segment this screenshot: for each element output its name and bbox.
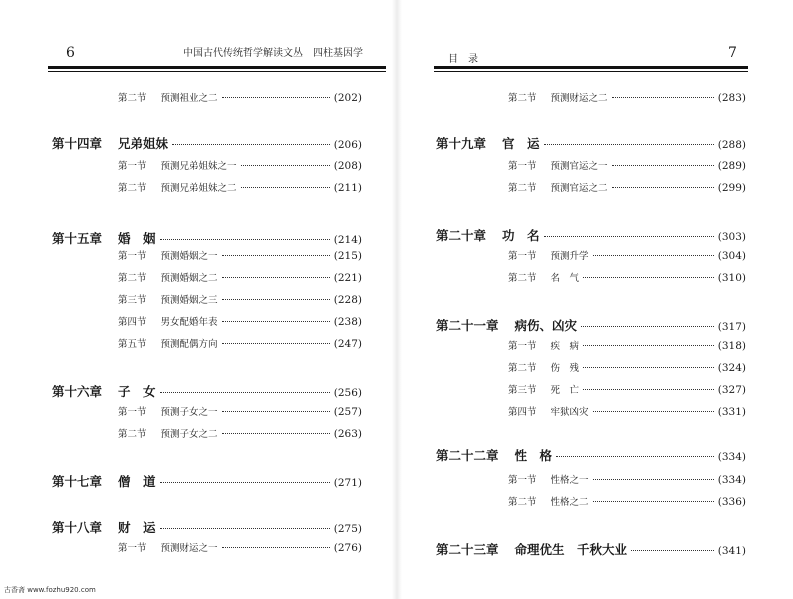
header-rule-thick xyxy=(434,66,748,69)
section-number: 第二节 xyxy=(508,497,537,508)
toc-section-entry xyxy=(118,158,362,172)
dot-leader xyxy=(544,144,714,145)
dot-leader xyxy=(222,255,330,256)
dot-leader xyxy=(593,501,714,502)
dot-leader xyxy=(222,277,330,278)
dot-leader xyxy=(222,343,330,344)
page-ref: (214) xyxy=(333,234,362,246)
section-number: 第一节 xyxy=(118,407,147,418)
page-ref: (303) xyxy=(717,231,746,243)
dot-leader xyxy=(222,299,330,300)
page-ref: (247) xyxy=(333,338,362,350)
dot-leader xyxy=(160,392,330,393)
section-title: 性格之一 xyxy=(550,475,589,486)
dot-leader xyxy=(612,187,714,188)
header-rule-thin xyxy=(434,71,748,72)
section-number: 第三节 xyxy=(118,295,147,306)
chapter-title: 婚 姻 xyxy=(118,231,156,246)
chapter-title: 子 女 xyxy=(118,384,156,399)
chapter-number: 第二十二章 xyxy=(436,448,499,463)
page-ref: (276) xyxy=(333,542,362,554)
toc-section-entry xyxy=(118,90,362,104)
header-rule-thin xyxy=(48,71,386,72)
dot-leader xyxy=(583,367,714,368)
page-ref: (211) xyxy=(333,182,362,194)
section-number: 第四节 xyxy=(118,317,147,328)
chapter-number: 第十九章 xyxy=(436,136,487,151)
section-number: 第二节 xyxy=(118,429,147,440)
page-ref: (257) xyxy=(333,406,362,418)
chapter-number: 第十八章 xyxy=(52,520,103,535)
header-rule-thick xyxy=(48,66,386,69)
toc-chapter-entry xyxy=(52,382,362,400)
toc-section-entry xyxy=(508,248,746,262)
toc-section-entry xyxy=(508,90,746,104)
section-title: 预测婚姻之三 xyxy=(160,295,218,306)
section-title: 死 亡 xyxy=(550,385,580,396)
toc-section-entry xyxy=(118,540,362,554)
page-ref: (299) xyxy=(717,182,746,194)
toc-section-entry xyxy=(118,426,362,440)
dot-leader xyxy=(172,144,330,145)
page-ref: (289) xyxy=(717,160,746,172)
dot-leader xyxy=(612,165,714,166)
dot-leader xyxy=(222,411,330,412)
chapter-number: 第二十一章 xyxy=(436,318,499,333)
page-ref: (206) xyxy=(333,139,362,151)
page-ref: (324) xyxy=(717,362,746,374)
section-title: 预测婚姻之二 xyxy=(160,273,218,284)
page-ref: (221) xyxy=(333,272,362,284)
chapter-number: 第二十章 xyxy=(436,228,487,243)
section-title: 预测官运之二 xyxy=(550,183,608,194)
section-number: 第二节 xyxy=(508,183,537,194)
toc-section-entry xyxy=(118,314,362,328)
dot-leader xyxy=(593,479,714,480)
toc-section-entry xyxy=(118,180,362,194)
page-ref: (202) xyxy=(333,92,362,104)
chapter-title: 僧 道 xyxy=(118,474,156,489)
chapter-number: 第十四章 xyxy=(52,136,103,151)
toc-section-entry xyxy=(118,248,362,262)
page-ref: (275) xyxy=(333,523,362,535)
toc-chapter-entry xyxy=(436,540,746,558)
dot-leader xyxy=(222,97,330,98)
section-title: 预测官运之一 xyxy=(550,161,608,172)
section-number: 第二节 xyxy=(508,363,537,374)
section-title: 预测子女之一 xyxy=(160,407,218,418)
section-title: 预测子女之二 xyxy=(160,429,218,440)
page-number: 7 xyxy=(728,45,737,61)
page-ref: (317) xyxy=(717,321,746,333)
page-ref: (336) xyxy=(717,496,746,508)
page-ref: (283) xyxy=(717,92,746,104)
dot-leader xyxy=(160,482,330,483)
toc-chapter-entry xyxy=(436,446,746,464)
toc-chapter-entry xyxy=(52,472,362,490)
section-title: 疾 病 xyxy=(550,341,580,352)
toc-section-entry xyxy=(118,292,362,306)
section-title: 预测兄弟姐妹之二 xyxy=(160,183,237,194)
dot-leader xyxy=(544,236,714,237)
toc-chapter-entry xyxy=(52,229,362,247)
toc-section-entry xyxy=(508,338,746,352)
page-ref: (310) xyxy=(717,272,746,284)
section-number: 第一节 xyxy=(118,543,147,554)
section-number: 第五节 xyxy=(118,339,147,350)
dot-leader xyxy=(583,389,714,390)
toc-section-entry xyxy=(508,360,746,374)
section-number: 第一节 xyxy=(508,341,537,352)
toc-section-entry xyxy=(118,270,362,284)
toc-chapter-entry xyxy=(436,134,746,152)
footer-watermark: 古香斋 www.fozhu920.com xyxy=(4,586,96,594)
chapter-title: 兄弟姐妹 xyxy=(118,136,169,151)
dot-leader xyxy=(631,550,714,551)
section-number: 第一节 xyxy=(508,475,537,486)
dot-leader xyxy=(612,97,714,98)
section-number: 第四节 xyxy=(508,407,537,418)
page-ref: (334) xyxy=(717,451,746,463)
right-page xyxy=(396,0,793,599)
chapter-number: 第二十三章 xyxy=(436,542,499,557)
dot-leader xyxy=(160,239,330,240)
toc-chapter-entry xyxy=(52,518,362,536)
chapter-title: 命理优生 千秋大业 xyxy=(514,542,628,557)
dot-leader xyxy=(222,433,330,434)
chapter-title: 财 运 xyxy=(118,520,156,535)
page-ref: (327) xyxy=(717,384,746,396)
chapter-number: 第十六章 xyxy=(52,384,103,399)
section-title: 伤 残 xyxy=(550,363,580,374)
dot-leader xyxy=(593,255,714,256)
left-page xyxy=(0,0,396,599)
dot-leader xyxy=(160,528,330,529)
dot-leader xyxy=(241,187,330,188)
section-title: 性格之二 xyxy=(550,497,589,508)
page-ref: (256) xyxy=(333,387,362,399)
page-ref: (288) xyxy=(717,139,746,151)
toc-section-entry xyxy=(508,158,746,172)
page-ref: (331) xyxy=(717,406,746,418)
page-ref: (208) xyxy=(333,160,362,172)
chapter-number: 第十五章 xyxy=(52,231,103,246)
page-ref: (271) xyxy=(333,477,362,489)
section-number: 第二节 xyxy=(118,273,147,284)
chapter-title: 官 运 xyxy=(502,136,540,151)
running-header: 中国古代传统哲学解读文丛 四柱基因学 xyxy=(183,48,363,59)
toc-section-entry xyxy=(508,472,746,486)
section-number: 第二节 xyxy=(508,93,537,104)
section-title: 预测财运之一 xyxy=(160,543,218,554)
section-title: 预测升学 xyxy=(550,251,589,262)
toc-chapter-entry xyxy=(436,226,746,244)
page-ref: (215) xyxy=(333,250,362,262)
section-title: 预测配偶方向 xyxy=(160,339,218,350)
page-ref: (263) xyxy=(333,428,362,440)
section-number: 第二节 xyxy=(118,183,147,194)
dot-leader xyxy=(222,547,330,548)
dot-leader xyxy=(241,165,330,166)
toc-section-entry xyxy=(508,494,746,508)
chapter-title: 病伤、凶灾 xyxy=(514,318,578,333)
running-header: 目 录 xyxy=(448,54,478,65)
section-title: 男女配婚年表 xyxy=(160,317,218,328)
page-ref: (334) xyxy=(717,474,746,486)
dot-leader xyxy=(556,456,714,457)
section-number: 第二节 xyxy=(508,273,537,284)
section-title: 预测兄弟姐妹之一 xyxy=(160,161,237,172)
dot-leader xyxy=(593,411,714,412)
toc-chapter-entry xyxy=(436,316,746,334)
section-title: 名 气 xyxy=(550,273,580,284)
section-title: 预测祖业之二 xyxy=(160,93,218,104)
chapter-title: 功 名 xyxy=(502,228,540,243)
page-number: 6 xyxy=(66,45,75,61)
section-number: 第一节 xyxy=(118,251,147,262)
page-ref: (228) xyxy=(333,294,362,306)
dot-leader xyxy=(583,345,714,346)
section-title: 预测财运之二 xyxy=(550,93,608,104)
chapter-title: 性 格 xyxy=(514,448,553,463)
section-number: 第一节 xyxy=(508,251,537,262)
page-ref: (341) xyxy=(717,545,746,557)
dot-leader xyxy=(581,326,714,327)
section-number: 第一节 xyxy=(118,161,147,172)
page-ref: (304) xyxy=(717,250,746,262)
dot-leader xyxy=(222,321,330,322)
page-ref: (238) xyxy=(333,316,362,328)
section-number: 第一节 xyxy=(508,161,537,172)
toc-chapter-entry xyxy=(52,134,362,152)
section-title: 牢狱凶灾 xyxy=(550,407,589,418)
section-number: 第二节 xyxy=(118,93,147,104)
chapter-number: 第十七章 xyxy=(52,474,103,489)
page-ref: (318) xyxy=(717,340,746,352)
toc-section-entry xyxy=(118,404,362,418)
section-number: 第三节 xyxy=(508,385,537,396)
dot-leader xyxy=(583,277,714,278)
toc-section-entry xyxy=(508,180,746,194)
toc-section-entry xyxy=(508,382,746,396)
toc-section-entry xyxy=(118,336,362,350)
toc-section-entry xyxy=(508,404,746,418)
section-title: 预测婚姻之一 xyxy=(160,251,218,262)
toc-section-entry xyxy=(508,270,746,284)
